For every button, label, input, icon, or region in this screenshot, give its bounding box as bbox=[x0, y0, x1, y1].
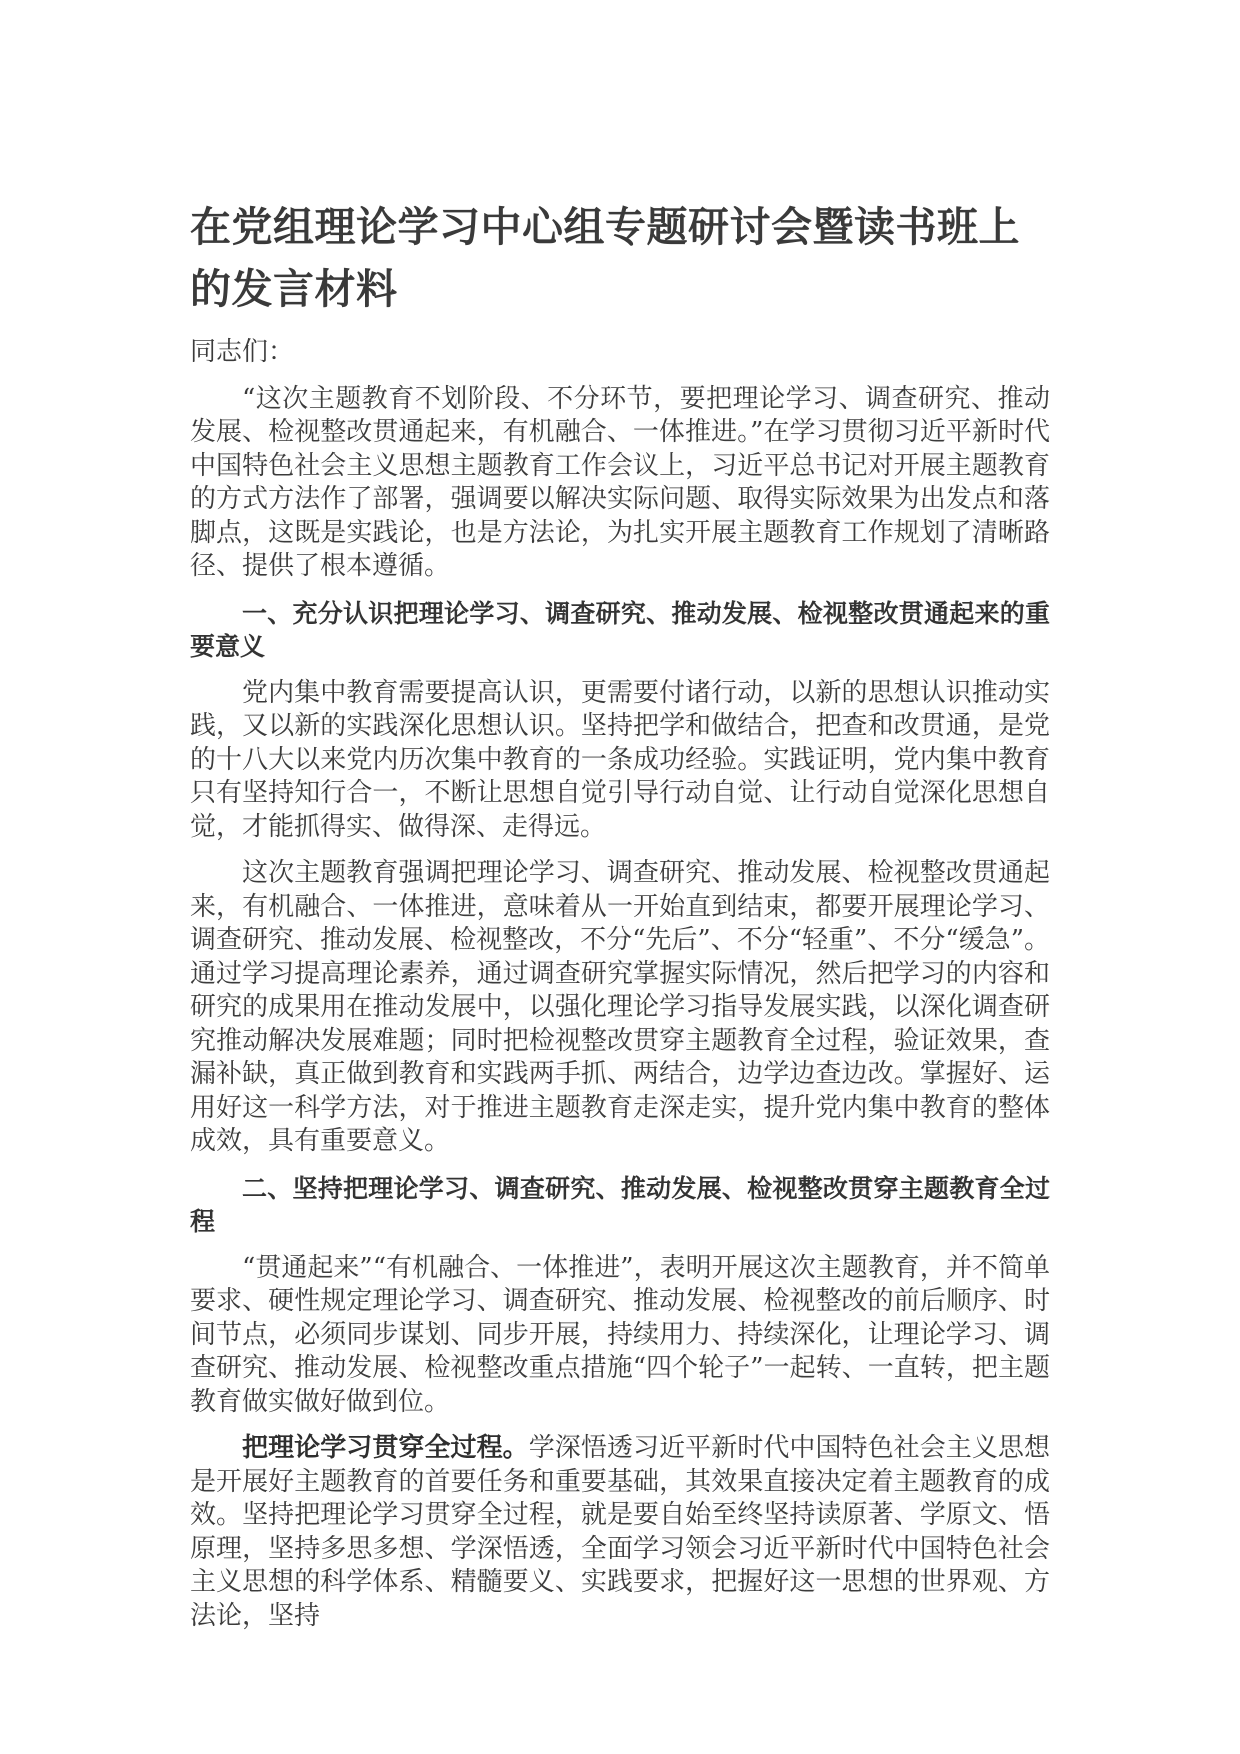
paragraph-text: 学深悟透习近平新时代中国特色社会主义思想是开展好主题教育的首要任务和重要基础，其效果直接决定着主题教育的成效。坚持把理论学习贯穿全过程，就是要自始至终坚持读原著、学原文、悟原理，坚持多思多想、学深悟透，全面学习领会习近平新时代中国特色社会主义思想的科学体系、精髓要义、实践要求，把握好这一思想的世界观、方法论，坚持 bbox=[190, 1433, 1050, 1631]
intro-paragraph: “这次主题教育不划阶段、不分环节，要把理论学习、调查研究、推动发展、检视整改贯通起来，有机融合、一体推进。”在学习贯彻习近平新时代中国特色社会主义思想主题教育工作会议上，习近平总书记对开展主题教育的方式方法作了部署，强调要以解决实际问题、取得实际效果为出发点和落脚点，这既是实践论，也是方法论，为扎实开展主题教育工作规划了清晰路径、提供了根本遵循。 bbox=[190, 383, 1050, 581]
section-1-paragraph-1: 党内集中教育需要提高认识，更需要付诸行动，以新的思想认识推动实践，又以新的实践深化思想认识。坚持把学和做结合，把查和改贯通，是党的十八大以来党内历次集中教育的一条成功经验。实践证明，党内集中教育只有坚持知行合一，不断让思想自觉引导行动自觉、让行动自觉深化思想自觉，才能抓得实、做得深、走得远。 bbox=[190, 677, 1050, 842]
document-body bbox=[190, 196, 1050, 1646]
document-title: 在党组理论学习中心组专题研讨会暨读书班上的发言材料 bbox=[190, 203, 1020, 313]
section-2-paragraph-1: “贯通起来”“有机融合、一体推进”，表明开展这次主题教育，并不简单要求、硬性规定理论学习、调查研究、推动发展、检视整改的前后顺序、时间节点，必须同步谋划、同步开展，持续用力、持续深化，让理论学习、调查研究、推动发展、检视整改重点措施“四个轮子”一起转、一直转，把主题教育做实做好做到位。 bbox=[190, 1252, 1050, 1417]
section-heading-1: 一、充分认识把理论学习、调查研究、推动发展、检视整改贯通起来的重要意义 bbox=[190, 598, 1050, 661]
section-1-paragraph-2: 这次主题教育强调把理论学习、调查研究、推动发展、检视整改贯通起来，有机融合、一体推进，意味着从一开始直到结束，都要开展理论学习、调查研究、推动发展、检视整改，不分“先后”、不分“轻重”、不分“缓急”。通过学习提高理论素养，通过调查研究掌握实际情况，然后把学习的内容和研究的成果用在推动发展中，以强化理论学习指导发展实践，以深化调查研究推动解决发展难题；同时把检视整改贯穿主题教育全过程，验证效果，查漏补缺，真正做到教育和实践两手抓、两结合，边学边查边改。掌握好、运用好这一科学方法，对于推进主题教育走深走实，提升党内集中教育的整体成效，具有重要意义。 bbox=[190, 858, 1050, 1156]
salutation: 同志们： bbox=[190, 337, 295, 367]
bold-lead-in: 把理论学习贯穿全过程。 bbox=[242, 1433, 529, 1463]
section-heading-2: 二、坚持把理论学习、调查研究、推动发展、检视整改贯穿主题教育全过程 bbox=[190, 1173, 1050, 1236]
section-2-paragraph-2 bbox=[190, 1432, 1050, 1633]
